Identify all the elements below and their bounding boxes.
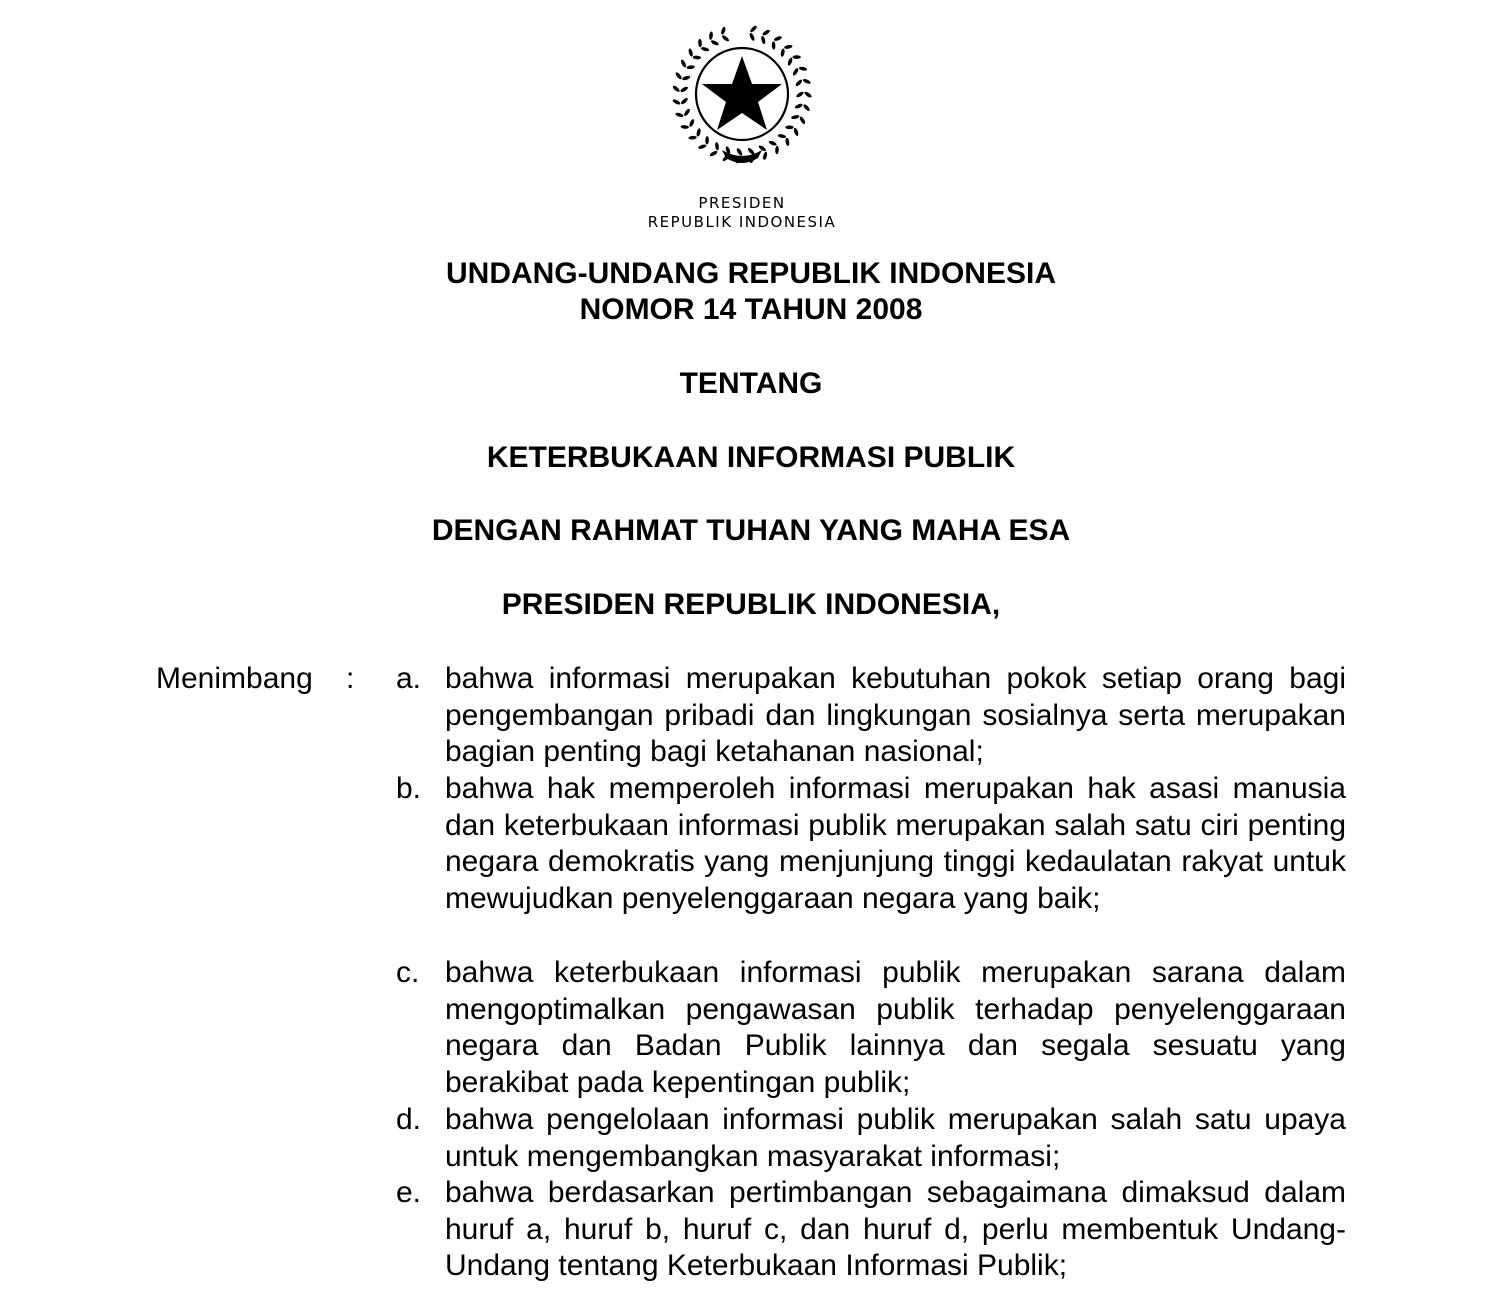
item-letter: c. xyxy=(396,956,420,989)
wreath-leaf xyxy=(791,114,800,119)
subject-heading: KETERBUKAAN INFORMASI PUBLIK xyxy=(486,441,1016,474)
wreath-leaf xyxy=(675,112,684,118)
wreath-leaf xyxy=(688,135,697,140)
president-heading: PRESIDEN REPUBLIK INDONESIA, xyxy=(501,588,1001,621)
wreath-leaf xyxy=(698,39,702,48)
wreath-leaf xyxy=(777,133,786,138)
wreath-leaf xyxy=(804,91,813,99)
wreath-leaf xyxy=(710,39,719,46)
wreath-leaf xyxy=(787,57,793,66)
wreath-leaf xyxy=(796,91,805,99)
item-text: bahwa berdasarkan pertimbangan sebagaimana dimaksud dalam huruf a, huruf b, huruf c, dan huruf d, perlu membentuk Undang-Undang tentang Keterbukaan Informasi Publik; xyxy=(445,1176,1346,1283)
emblem-caption-president: PRESIDEN xyxy=(698,194,786,212)
wreath-leaf xyxy=(682,75,691,81)
wreath-leaf xyxy=(792,67,800,76)
item-letter: b. xyxy=(396,772,422,805)
wreath-leaf xyxy=(680,97,689,105)
wreath-leaf xyxy=(802,103,810,112)
item-letter: e. xyxy=(396,1176,422,1209)
wreath-leaf xyxy=(688,48,694,57)
wreath-leaf xyxy=(772,41,776,50)
wreath-leaf xyxy=(698,144,707,150)
wreath-leaf xyxy=(768,140,777,147)
wreath-leaf xyxy=(802,78,811,85)
wreath-leaf xyxy=(758,144,767,152)
item-text: bahwa hak memperoleh informasi merupakan hak asasi manusia dan keterbukaan informasi publik merupakan salah satu ciri penting negara demokratis yang menjunjung tinggi kedaulatan rakyat untuk mewujudkan penyelenggaraan negara yang baik; xyxy=(445,772,1346,916)
wreath-leaf xyxy=(680,86,689,93)
law-title-line1: UNDANG-UNDANG REPUBLIK INDONESIA xyxy=(445,257,1056,290)
tentang-heading: TENTANG xyxy=(679,367,823,400)
wreath-leaf xyxy=(688,118,695,127)
wreath-leaf xyxy=(693,55,702,59)
wreath-leaf xyxy=(705,136,709,145)
rahmat-heading: DENGAN RAHMAT TUHAN YANG MAHA ESA xyxy=(431,514,1071,547)
wreath-leaf xyxy=(785,126,793,130)
item-letter: a. xyxy=(396,662,422,695)
wreath-leaf xyxy=(701,46,710,52)
wreath-leaf xyxy=(784,44,793,49)
wreath-leaf xyxy=(773,35,782,41)
wreath-leaf xyxy=(792,55,800,59)
wreath-leaf xyxy=(780,48,785,57)
wreath-leaf xyxy=(720,26,726,35)
wreath-leaf xyxy=(794,103,803,110)
wreath-leaf xyxy=(761,35,766,44)
wreath-leaf xyxy=(785,137,790,146)
item-text: bahwa informasi merupakan kebutuhan pokok setiap orang bagi pengembangan pribadi dan lingkungan sosialnya serta merupakan bagian penting bagi ketahanan nasional; xyxy=(445,662,1346,769)
wreath-leaf xyxy=(795,79,803,88)
wreath-leaf xyxy=(749,25,757,33)
wreath-leaf xyxy=(709,150,718,157)
wreath-leaf xyxy=(762,29,771,37)
wreath-leaf xyxy=(680,125,689,129)
wreath-leaf xyxy=(775,146,779,155)
wreath-leaf xyxy=(721,34,730,42)
wreath-leaf xyxy=(715,142,720,151)
wreath-leaf xyxy=(672,98,681,105)
wreath-leaf xyxy=(709,31,714,40)
wreath-leaf xyxy=(793,127,799,136)
wreath-leaf xyxy=(749,32,756,41)
menimbang-label: Menimbang xyxy=(156,662,313,695)
wreath-leaf xyxy=(675,71,683,80)
wreath-leaf xyxy=(736,147,744,156)
wreath-leaf xyxy=(762,151,768,160)
item-letter: d. xyxy=(396,1103,422,1136)
wreath-leaf xyxy=(686,65,695,70)
law-title-line2: NOMOR 14 TAHUN 2008 xyxy=(579,293,923,326)
emblem-caption-republic: REPUBLIK INDONESIA xyxy=(647,213,837,231)
wreath-leaf xyxy=(683,108,691,117)
item-text: bahwa keterbukaan informasi publik merupakan sarana dalam mengoptimalkan pengawasan publik terhadap penyelenggaraan negara dan Badan Publik lainnya dan segala sesuatu yang berakibat pada kepentingan publik; xyxy=(445,956,1346,1100)
wreath-leaf xyxy=(672,85,681,93)
wreath-leaf xyxy=(799,66,808,71)
wreath-leaf xyxy=(680,59,687,68)
wreath-leaf xyxy=(799,116,806,125)
wreath-leaf xyxy=(696,128,701,137)
item-text: bahwa pengelolaan informasi publik merupakan salah satu upaya untuk mengembangkan masyarakat informasi; xyxy=(445,1103,1346,1173)
menimbang-colon: : xyxy=(346,662,355,695)
presidential-emblem-icon xyxy=(666,22,818,172)
